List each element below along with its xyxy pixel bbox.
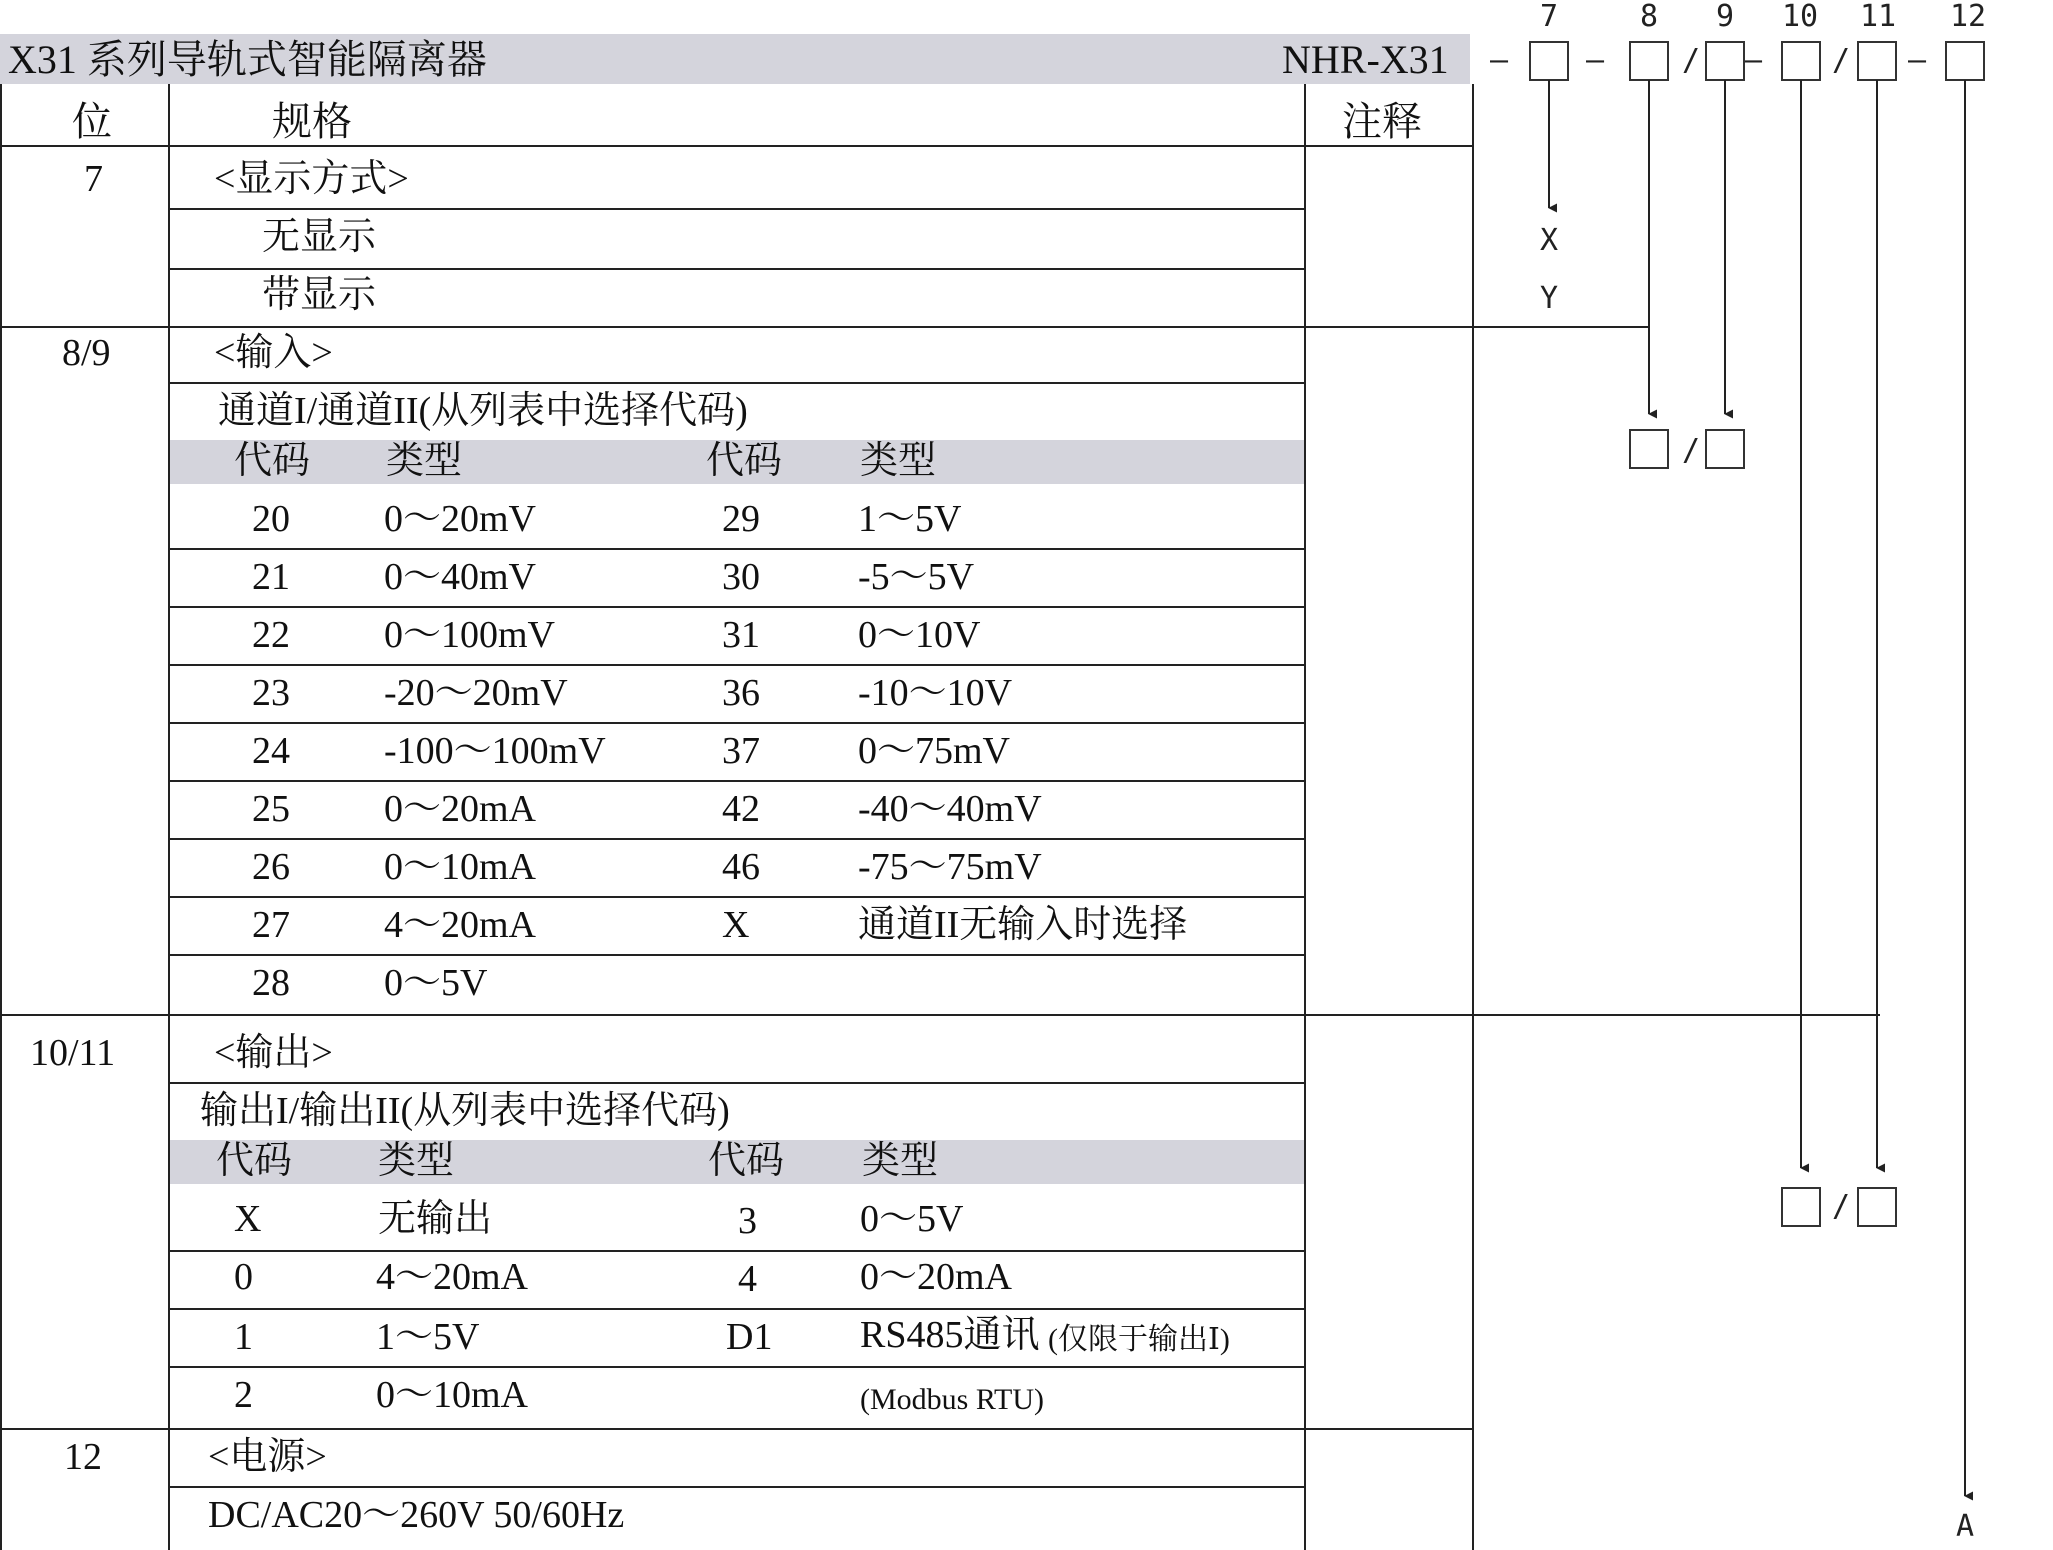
product-title: X31 系列导轨式智能隔离器 [8,37,487,82]
input-type: 0～40mV [384,556,537,598]
input-type: 0～20mA [384,788,537,830]
code-box-8 [1630,42,1668,80]
power-code-a: A [1956,1509,1975,1544]
input-type: -20～20mV [384,672,568,714]
input-code: 23 [252,672,290,714]
col-header-position: 位 [72,99,112,144]
output-code: D1 [726,1316,773,1358]
diagram-separator: – [1908,43,1927,78]
code-box-9 [1706,42,1744,80]
input-type: 0～10mA [384,846,537,888]
input-type: -5～5V [858,556,975,598]
input-type: 0～100mV [384,614,556,656]
section-89-subheading: 通道I/通道II(从列表中选择代码) [218,390,748,432]
input-type: -100～100mV [384,730,606,772]
input-code: 21 [252,556,290,598]
output-type: 0～20mA [860,1256,1013,1298]
section-1011-position: 10/11 [30,1032,116,1074]
power-supply-value: DC/AC20～260V 50/60Hz [208,1494,625,1536]
diagram-position: 10 [1782,0,1819,34]
section-12-heading: <电源> [208,1436,327,1478]
input-type: 1～5V [858,498,962,540]
input-type: 4～20mA [384,904,537,946]
input-type: 0～5V [384,962,488,1004]
output-type: (Modbus RTU) [860,1383,1045,1416]
section-1011-heading: <输出> [214,1032,333,1074]
output-col-type-1: 类型 [378,1140,455,1182]
input-type: -10～10V [858,672,1013,714]
input-code: 24 [252,730,290,772]
output-code: 2 [234,1374,253,1416]
diagram-position: 7 [1540,0,1559,34]
col-header-note: 注释 [1342,99,1422,144]
code-box-10 [1782,42,1820,80]
option-no-display: 无显示 [262,216,377,258]
diagram-position: 12 [1950,0,1987,34]
display-code-y: Y [1540,281,1559,316]
diagram-separator: – [1744,43,1763,78]
output-col-code-1: 代码 [216,1140,293,1182]
input-code: 29 [722,498,760,540]
code-box-11 [1858,42,1896,80]
diagram-separator: – [1490,43,1509,78]
input-type: 0～75mV [858,730,1011,772]
output-type: 0～10mA [376,1374,529,1416]
section-12-position: 12 [64,1436,102,1478]
input-col-type-2: 类型 [860,440,937,482]
output-type: 无输出 [378,1198,493,1240]
diagram-separator: / [1832,43,1851,78]
input-col-type-1: 类型 [386,440,463,482]
output-col-type-2: 类型 [862,1140,939,1182]
code-box-7 [1530,42,1568,80]
input-type: 通道II无输入时选择 [858,904,1188,946]
diagram-position: 8 [1640,0,1659,34]
input-code: 28 [252,962,290,1004]
input-code: 22 [252,614,290,656]
output-box-1 [1782,1188,1820,1226]
output-type: 1～5V [376,1316,480,1358]
input-code: 31 [722,614,760,656]
input-type: -40～40mV [858,788,1042,830]
input-code: 36 [722,672,760,714]
section-1011-subheading: 输出I/输出II(从列表中选择代码) [200,1090,730,1132]
output-type: 0～5V [860,1198,964,1240]
input-code: 20 [252,498,290,540]
model-name: NHR-X31 [1282,37,1449,82]
input-code: 25 [252,788,290,830]
input-type: -75～75mV [858,846,1042,888]
output-box-2 [1858,1188,1896,1226]
diagram-position: 9 [1716,0,1735,34]
input-code: 27 [252,904,290,946]
input-code: 26 [252,846,290,888]
output-type: RS485通讯 [860,1314,1040,1356]
output-col-code-2: 代码 [708,1140,785,1182]
diagram-separator: / [1832,1189,1851,1224]
section-7-position: 7 [84,158,103,200]
input-type: 0～20mV [384,498,537,540]
section-7-heading: <显示方式> [214,158,409,200]
input-box-2 [1706,430,1744,468]
code-box-12 [1946,42,1984,80]
option-with-display: 带显示 [262,274,377,316]
section-89-heading: <输入> [214,332,333,374]
input-code: 42 [722,788,760,830]
output-code: 3 [738,1200,757,1242]
input-box-1 [1630,430,1668,468]
section-89-position: 8/9 [62,332,111,374]
output-code: 0 [234,1256,253,1298]
input-code: 30 [722,556,760,598]
output-code: 1 [234,1316,253,1358]
input-col-code-1: 代码 [234,440,311,482]
output-code: X [234,1198,262,1240]
input-code: X [722,904,750,946]
output-code: 4 [738,1258,757,1300]
display-code-x: X [1540,223,1559,258]
col-header-spec: 规格 [272,99,352,144]
input-type: 0～10V [858,614,981,656]
input-code: 37 [722,730,760,772]
diagram-separator: / [1682,433,1701,468]
diagram-position: 11 [1860,0,1897,34]
output-type: 4～20mA [376,1256,529,1298]
output-type-note: (仅限于输出Ⅰ) [1048,1323,1230,1356]
input-code: 46 [722,846,760,888]
diagram-separator: – [1586,43,1605,78]
input-col-code-2: 代码 [706,440,783,482]
diagram-separator: / [1682,43,1701,78]
